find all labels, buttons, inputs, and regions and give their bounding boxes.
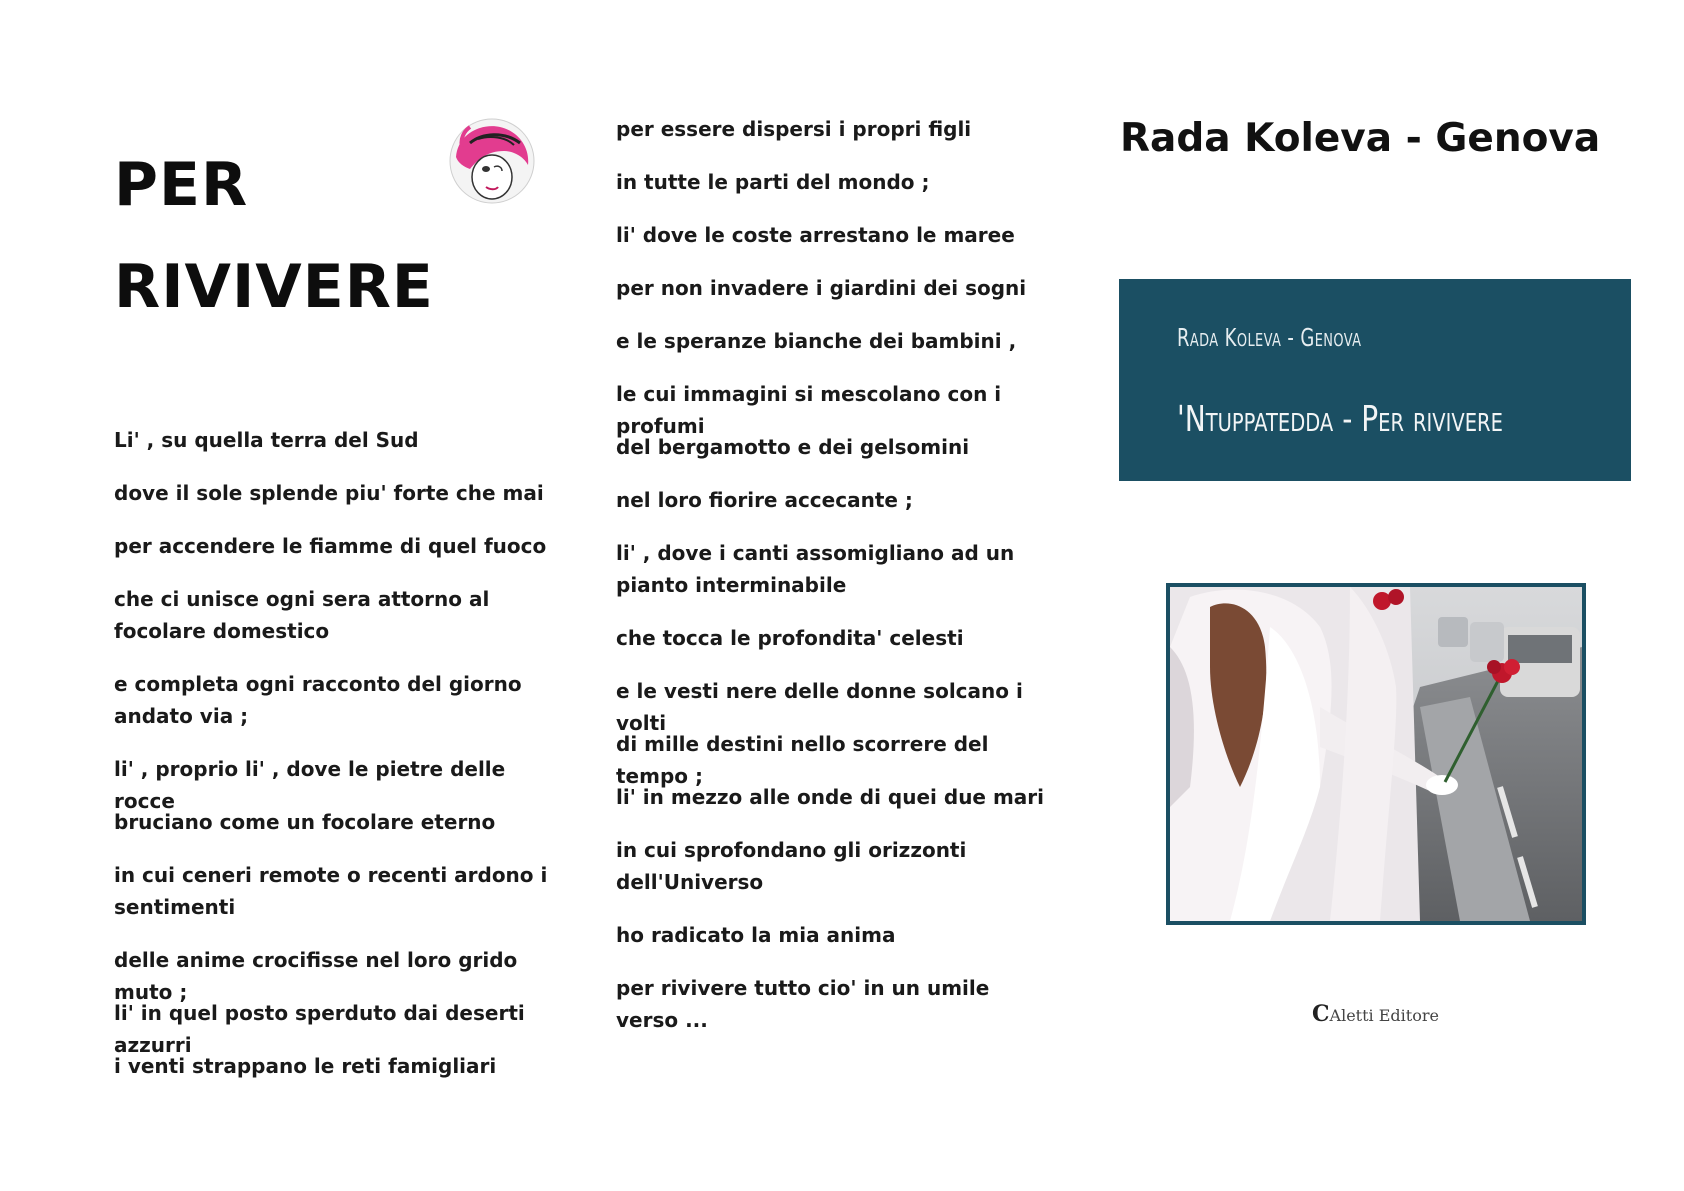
verse-line: bruciano come un focolare eterno bbox=[114, 810, 496, 834]
verse-line: li' in quel posto sperduto dai deserti azzurri bbox=[114, 1001, 525, 1057]
cover-banner-author: Rada Koleva - Genova bbox=[1177, 323, 1362, 352]
verse-line: le cui immagini si mescolano con i profumi bbox=[616, 382, 1002, 438]
verse-line: e completa ogni racconto del giorno andato via ; bbox=[114, 672, 522, 728]
verse-line: per essere dispersi i propri figli bbox=[616, 117, 972, 141]
brides-photo-icon bbox=[1166, 583, 1586, 925]
verse-line: e le speranze bianche dei bambini , bbox=[616, 329, 1017, 353]
verse-line: li' in mezzo alle onde di quei due mari bbox=[616, 785, 1045, 809]
verse-line: per rivivere tutto cio' in un umile verso ... bbox=[616, 976, 990, 1032]
verse-line: dove il sole splende piu' forte che mai bbox=[114, 481, 544, 505]
verse-line: delle anime crocifisse nel loro grido muto ; bbox=[114, 948, 518, 1004]
cover-banner bbox=[1119, 279, 1631, 481]
verse-line: Li' , su quella terra del Sud bbox=[114, 428, 419, 452]
verse-line: e le vesti nere delle donne solcano i volti bbox=[616, 679, 1023, 735]
portrait-logo-icon bbox=[448, 117, 536, 205]
publisher-logo bbox=[1312, 1001, 1439, 1027]
verse-line: li' , dove i canti assomigliano ad un pianto interminabile bbox=[616, 541, 1015, 597]
verse-line: che ci unisce ogni sera attorno al focolare domestico bbox=[114, 587, 490, 643]
verse-line: di mille destini nello scorrere del tempo ; bbox=[616, 732, 989, 788]
verse-line: i venti strappano le reti famigliari bbox=[114, 1054, 497, 1078]
verse-line: li' , proprio li' , dove le pietre delle rocce bbox=[114, 757, 506, 813]
verse-line: che tocca le profondita' celesti bbox=[616, 626, 964, 650]
verse-line: ho radicato la mia anima bbox=[616, 923, 896, 947]
verse-line: nel loro fiorire accecante ; bbox=[616, 488, 913, 512]
verse-line: per non invadere i giardini dei sogni bbox=[616, 276, 1027, 300]
verse-line: in tutte le parti del mondo ; bbox=[616, 170, 930, 194]
verse-line: per accendere le fiamme di quel fuoco bbox=[114, 534, 547, 558]
verse-line: in cui ceneri remote o recenti ardono i sentimenti bbox=[114, 863, 548, 919]
poem-title-line-2: RIVIVERE bbox=[114, 252, 434, 322]
cover-banner-title: 'Ntuppatedda - Per rivivere bbox=[1177, 399, 1503, 440]
verse-line: li' dove le coste arrestano le maree bbox=[616, 223, 1015, 247]
verse-line: in cui sprofondano gli orizzonti dell'Universo bbox=[616, 838, 967, 894]
author-name: Rada Koleva - Genova bbox=[1120, 116, 1601, 161]
publisher-mark: C bbox=[1312, 1001, 1330, 1027]
publisher-name: Aletti Editore bbox=[1329, 1006, 1439, 1025]
verse-line: del bergamotto e dei gelsomini bbox=[616, 435, 970, 459]
poem-title-line-1: PER bbox=[114, 150, 249, 220]
